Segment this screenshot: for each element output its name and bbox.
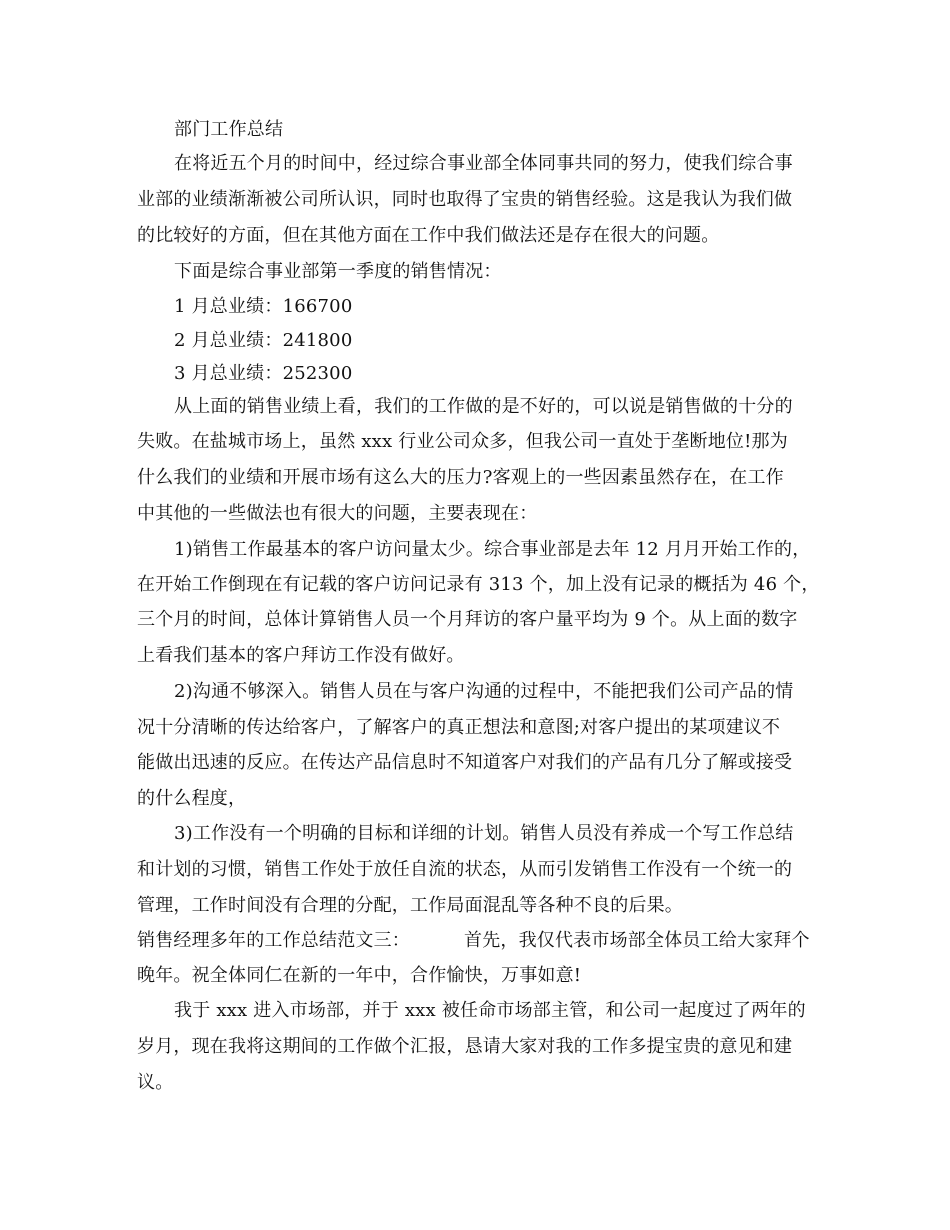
list-item-line: 三个月的时间，总体计算销售人员一个月拜访的客户量平均为 9 个。从上面的数字 (137, 609, 798, 630)
list-item-line: 上看我们基本的客户拜访工作没有做好。 (137, 645, 465, 666)
list-item-line: 1)销售工作最基本的客户访问量太少。综合事业部是去年 12 月月开始工作的， (174, 539, 811, 560)
sales-line: 2 月总业绩：241800 (174, 330, 353, 351)
list-item-line: 2)沟通不够深入。销售人员在与客户沟通的过程中，不能把我们公司产品的情 (174, 681, 794, 702)
paragraph-line: 的比较好的方面，但在其他方面在工作中我们做法还是存在很大的问题。 (137, 225, 720, 246)
section-line (137, 930, 817, 952)
paragraph-line: 什么我们的业绩和开展市场有这么大的压力?客观上的一些因素虽然存在，在工作 (137, 467, 784, 488)
list-item-line: 能做出迅速的反应。在传达产品信息时不知道客户对我们的产品有几分了解或接受 (137, 752, 793, 773)
list-item-line: 在开始工作倒现在有记载的客户访问记录有 313 个，加上没有记录的概括为 46 个， (137, 574, 820, 595)
sales-line: 3 月总业绩：252300 (174, 363, 353, 384)
paragraph-line: 业部的业绩渐渐被公司所认识，同时也取得了宝贵的销售经验。这是我认为我们做 (137, 189, 793, 210)
paragraph-line: 岁月，现在我将这期间的工作做个汇报，恳请大家对我的工作多提宝贵的意见和建 (137, 1036, 793, 1057)
paragraph-line: 我于 xxx 进入市场部，并于 xxx 被任命市场部主管，和公司一起度过了两年的 (174, 1000, 806, 1021)
document-heading: 部门工作总结 (174, 119, 284, 140)
list-item-line: 况十分清晰的传达给客户，了解客户的真正想法和意图;对客户提出的某项建议不 (137, 717, 781, 738)
paragraph-line: 从上面的销售业绩上看，我们的工作做的是不好的，可以说是销售做的十分的 (174, 396, 793, 417)
list-item-line: 和计划的习惯，销售工作处于放任自流的状态，从而引发销售工作没有一个统一的 (137, 859, 793, 880)
paragraph-line: 失败。在盐城市场上，虽然 xxx 行业公司众多，但我公司一直处于垄断地位!那为 (137, 431, 788, 452)
list-item-line: 3)工作没有一个明确的目标和详细的计划。销售人员没有养成一个写工作总结 (174, 823, 794, 844)
list-item-line: 管理，工作时间没有合理的分配，工作局面混乱等各种不良的后果。 (137, 895, 683, 916)
paragraph-line: 下面是综合事业部第一季度的销售情况： (174, 261, 502, 282)
list-item-line: 的什么程度， (137, 788, 247, 809)
section-first-line: 首先，我仅代表市场部全体员工给大家拜个 (464, 930, 810, 951)
sales-line: 1 月总业绩：166700 (174, 296, 353, 317)
section-title: 销售经理多年的工作总结范文三： (137, 930, 410, 951)
paragraph-line: 在将近五个月的时间中，经过综合事业部全体同事共同的努力，使我们综合事 (174, 153, 793, 174)
paragraph-line: 晚年。祝全体同仁在新的一年中，合作愉快，万事如意! (137, 965, 582, 986)
paragraph-line: 议。 (137, 1072, 174, 1093)
paragraph-line: 中其他的一些做法也有很大的问题，主要表现在： (137, 503, 538, 524)
